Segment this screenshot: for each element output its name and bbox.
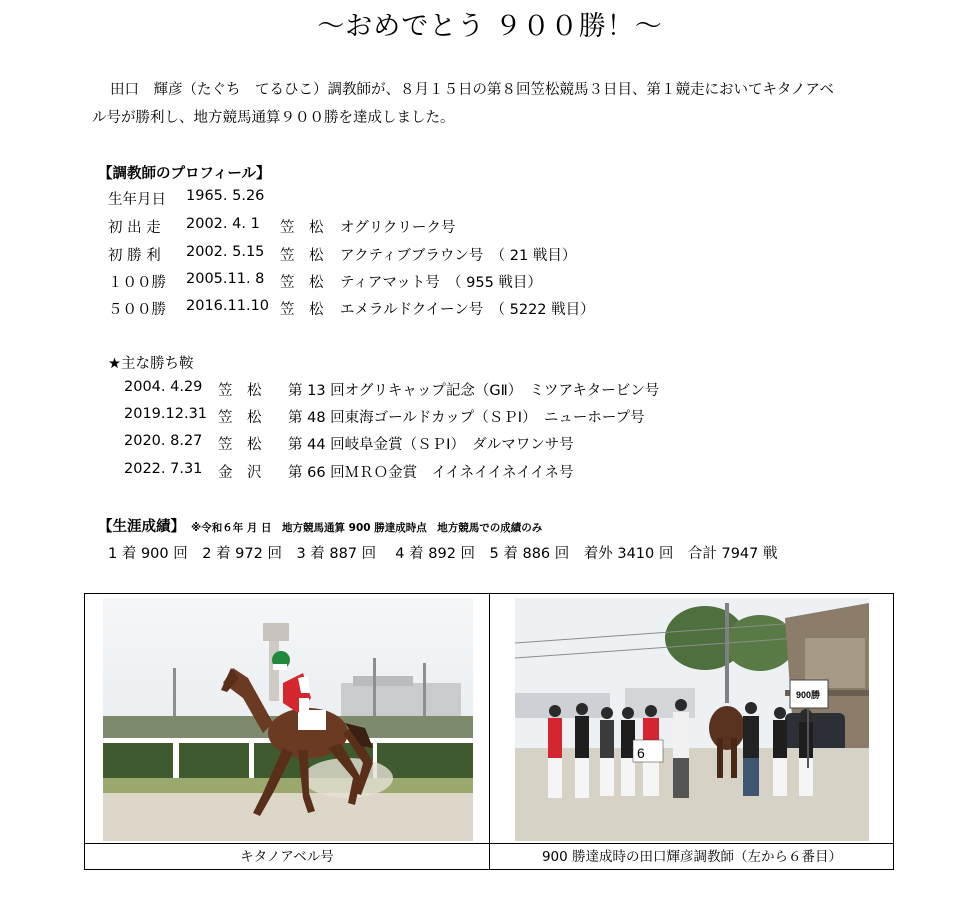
- profile-heading: 【調教師のプロフィール】: [98, 166, 271, 182]
- profile-horse: ティアマット号 （ 955 戦目）: [340, 275, 542, 291]
- win-race: 第 66 回ＭＲＯ金賞 イイネイイネイイネ号: [288, 465, 574, 481]
- photo-table: [84, 593, 894, 870]
- profile-track: 笠 松: [280, 220, 324, 236]
- group-photo: [515, 598, 869, 841]
- profile-row: [108, 244, 576, 265]
- win-race: 第 44 回岐阜金賞（ＳＰⅠ） ダルマワンサ号: [288, 437, 574, 453]
- sign-text: 900勝: [796, 690, 821, 700]
- intro-paragraph: [92, 76, 892, 132]
- profile-label: 初 出 走: [108, 220, 161, 236]
- win-row: [124, 379, 659, 400]
- profile-date: 2016.11.10: [186, 298, 270, 314]
- profile-row: [108, 271, 542, 292]
- profile-row: [108, 188, 340, 209]
- photo-divider-vertical: [489, 594, 490, 869]
- right-photo-caption: 900 勝達成時の田口輝彦調教師（左から６番目）: [541, 849, 843, 865]
- win-race: 第 13 回オグリキャップ記念（GⅡ） ミツアキタービン号: [288, 383, 660, 399]
- win-date: 2020. 8.27: [124, 433, 203, 449]
- career-heading: 【生涯成績】: [98, 519, 185, 535]
- profile-track: [280, 188, 340, 209]
- svg-text:6: 6: [637, 745, 645, 761]
- profile-label: 初 勝 利: [108, 248, 161, 264]
- win-row: [124, 406, 645, 427]
- profile-date: 2005.11. 8: [186, 271, 265, 287]
- win-date: 2019.12.31: [124, 406, 208, 422]
- win-date: 2004. 4.29: [124, 379, 203, 395]
- career-heading-block: [98, 515, 542, 536]
- group-photo-illustration: [515, 598, 869, 841]
- win-date: 2022. 7.31: [124, 461, 203, 477]
- win-track: 笠 松: [218, 383, 262, 399]
- intro-line-2: ル号が勝利し、地方競馬通算９００勝を達成しました。: [92, 110, 455, 126]
- win-track: 金 沢: [218, 465, 262, 481]
- win-race: 第 48 回東海ゴールドカップ（ＳＰⅠ） ニューホープ号: [288, 410, 645, 426]
- win-track: 笠 松: [218, 437, 262, 453]
- win-track: 笠 松: [218, 410, 262, 426]
- profile-track: 笠 松: [280, 275, 324, 291]
- profile-date: 2002. 4. 1: [186, 216, 260, 232]
- profile-row: [108, 298, 595, 319]
- win-row: [124, 461, 573, 482]
- wins-heading: ★主な勝ち鞍: [108, 356, 194, 372]
- career-note: ※令和６年 月 日 地方競馬通算 900 勝達成時点 地方競馬での成績のみ: [191, 522, 543, 534]
- profile-label: 生年月日: [108, 192, 166, 208]
- profile-track: 笠 松: [280, 302, 324, 318]
- profile-horse: エメラルドクイーン号 （ 5222 戦目）: [340, 302, 595, 318]
- intro-line-1: 田口 輝彦（たぐち てるひこ）調教師が、８月１５日の第８回笠松競馬３日目、第１競走においてキタノアベ: [110, 82, 834, 98]
- horse-photo-illustration: [103, 598, 473, 841]
- profile-label: １００勝: [108, 275, 166, 291]
- profile-date: 2002. 5.15: [186, 244, 265, 260]
- profile-date: 1965. 5.26: [186, 188, 265, 204]
- profile-track: 笠 松: [280, 248, 324, 264]
- left-photo-caption: キタノアベル号: [240, 849, 334, 865]
- profile-label: ５００勝: [108, 302, 166, 318]
- profile-horse: アクティブブラウン号 （ 21 戦目）: [340, 248, 577, 264]
- profile-row: [108, 216, 455, 237]
- horse-photo: [103, 598, 473, 841]
- win-row: [124, 433, 574, 454]
- page-title: ～おめでとう ９００勝！～: [317, 11, 663, 42]
- career-stats: 1 着 900 回 2 着 972 回 3 着 887 回 4 着 892 回 5 着 886 回 着外 3410 回 合計 7947 戦: [108, 546, 778, 562]
- profile-horse: オグリクリーク号: [340, 220, 456, 236]
